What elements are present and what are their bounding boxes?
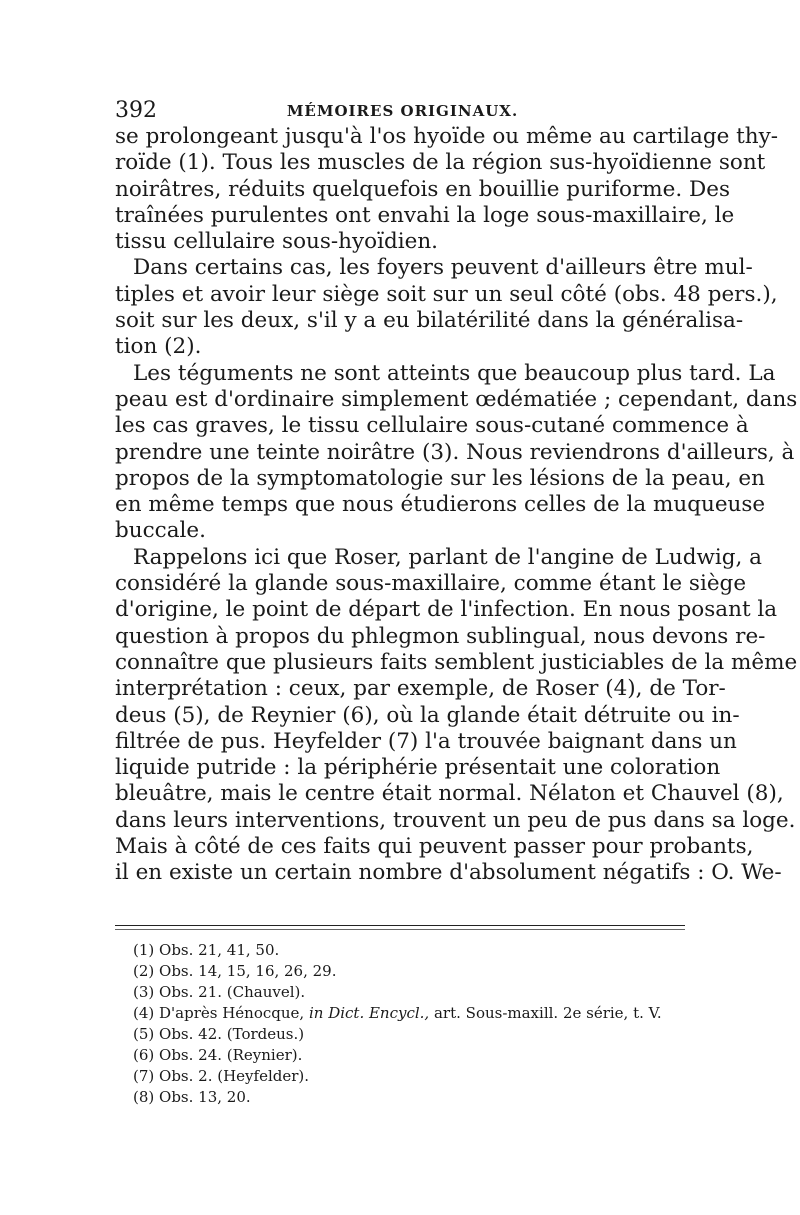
- text-line: peau est d'ordinaire simplement œdématiée ; cependant, dans: [115, 386, 798, 412]
- text-line: Les téguments ne sont atteints que beaucoup plus tard. La: [133, 360, 776, 386]
- body-text: [115, 124, 798, 887]
- text-line: soit sur les deux, s'il y a eu bilatérilité dans la généralisa-: [115, 308, 744, 334]
- footnote-divider-secondary: [115, 929, 685, 930]
- text-line: il en existe un certain nombre d'absolument négatifs : O. We-: [115, 860, 782, 886]
- text-line: interprétation : ceux, par exemple, de Roser (4), de Tor-: [115, 676, 726, 702]
- footnote-italic-citation: in Dict. Encycl.,: [308, 1004, 430, 1022]
- footnote: (7) Obs. 2. (Heyfelder).: [133, 1067, 310, 1085]
- text-line: roïde (1). Tous les muscles de la région sus-hyoïdienne sont: [115, 150, 766, 176]
- footnote: [133, 1003, 693, 1024]
- footnote-text: (4) D'après Hénocque,: [133, 1004, 305, 1022]
- text-line: dans leurs interventions, trouvent un peu de pus dans sa loge.: [115, 807, 796, 833]
- footnote-divider: [115, 925, 685, 926]
- text-line: traînées purulentes ont envahi la loge sous-maxillaire, le: [115, 202, 735, 228]
- text-line: propos de la symptomatologie sur les lésions de la peau, en: [115, 465, 765, 491]
- text-line: liquide putride : la périphérie présentait une coloration: [115, 755, 721, 781]
- text-line: tiples et avoir leur siège soit sur un seul côté (obs. 48 pers.),: [115, 281, 778, 307]
- text-line: connaître que plusieurs faits semblent justiciables de la même: [115, 649, 798, 675]
- footnote-text: art. Sous-maxill. 2e série, t. V.: [433, 1004, 662, 1022]
- text-line: en même temps que nous étudierons celles de la muqueuse: [115, 492, 766, 518]
- footnote: (6) Obs. 24. (Reynier).: [133, 1046, 303, 1064]
- page-number: 392: [115, 98, 157, 123]
- text-line: Mais à côté de ces faits qui peuvent passer pour probants,: [115, 834, 754, 860]
- text-line: se prolongeant jusqu'à l'os hyoïde ou même au cartilage thy-: [115, 124, 779, 149]
- text-line: question à propos du phlegmon sublingual, nous devons re-: [115, 623, 766, 649]
- text-line: bleuâtre, mais le centre était normal. Nélaton et Chauvel (8),: [115, 781, 784, 807]
- footnote: (2) Obs. 14, 15, 16, 26, 29.: [133, 962, 337, 980]
- footnotes: [133, 940, 693, 1108]
- footnote: (3) Obs. 21. (Chauvel).: [133, 983, 306, 1001]
- text-line: d'origine, le point de départ de l'infection. En nous posant la: [115, 597, 778, 623]
- text-line: tissu cellulaire sous-hyoïdien.: [115, 229, 439, 255]
- text-line: Rappelons ici que Roser, parlant de l'angine de Ludwig, a: [133, 544, 762, 570]
- text-line: buccale.: [115, 518, 206, 544]
- text-line: noirâtres, réduits quelquefois en bouillie puriforme. Des: [115, 176, 731, 202]
- footnote: (8) Obs. 13, 20.: [133, 1088, 251, 1106]
- text-line: prendre une teinte noirâtre (3). Nous reviendrons d'ailleurs, à: [115, 439, 795, 465]
- text-line: filtrée de pus. Heyfelder (7) l'a trouvée baignant dans un: [115, 728, 737, 754]
- footnote: (1) Obs. 21, 41, 50.: [133, 941, 280, 959]
- text-line: considéré la glande sous-maxillaire, comme étant le siège: [115, 571, 747, 597]
- text-line: tion (2).: [115, 334, 202, 360]
- text-line: Dans certains cas, les foyers peuvent d'ailleurs être mul-: [133, 255, 753, 281]
- footnote: (5) Obs. 42. (Tordeus.): [133, 1025, 305, 1043]
- running-title: MÉMOIRES ORIGINAUX.: [286, 102, 519, 120]
- text-line: les cas graves, le tissu cellulaire sous-cutané commence à: [115, 413, 749, 439]
- text-line: deus (5), de Reynier (6), où la glande était détruite ou in-: [115, 702, 740, 728]
